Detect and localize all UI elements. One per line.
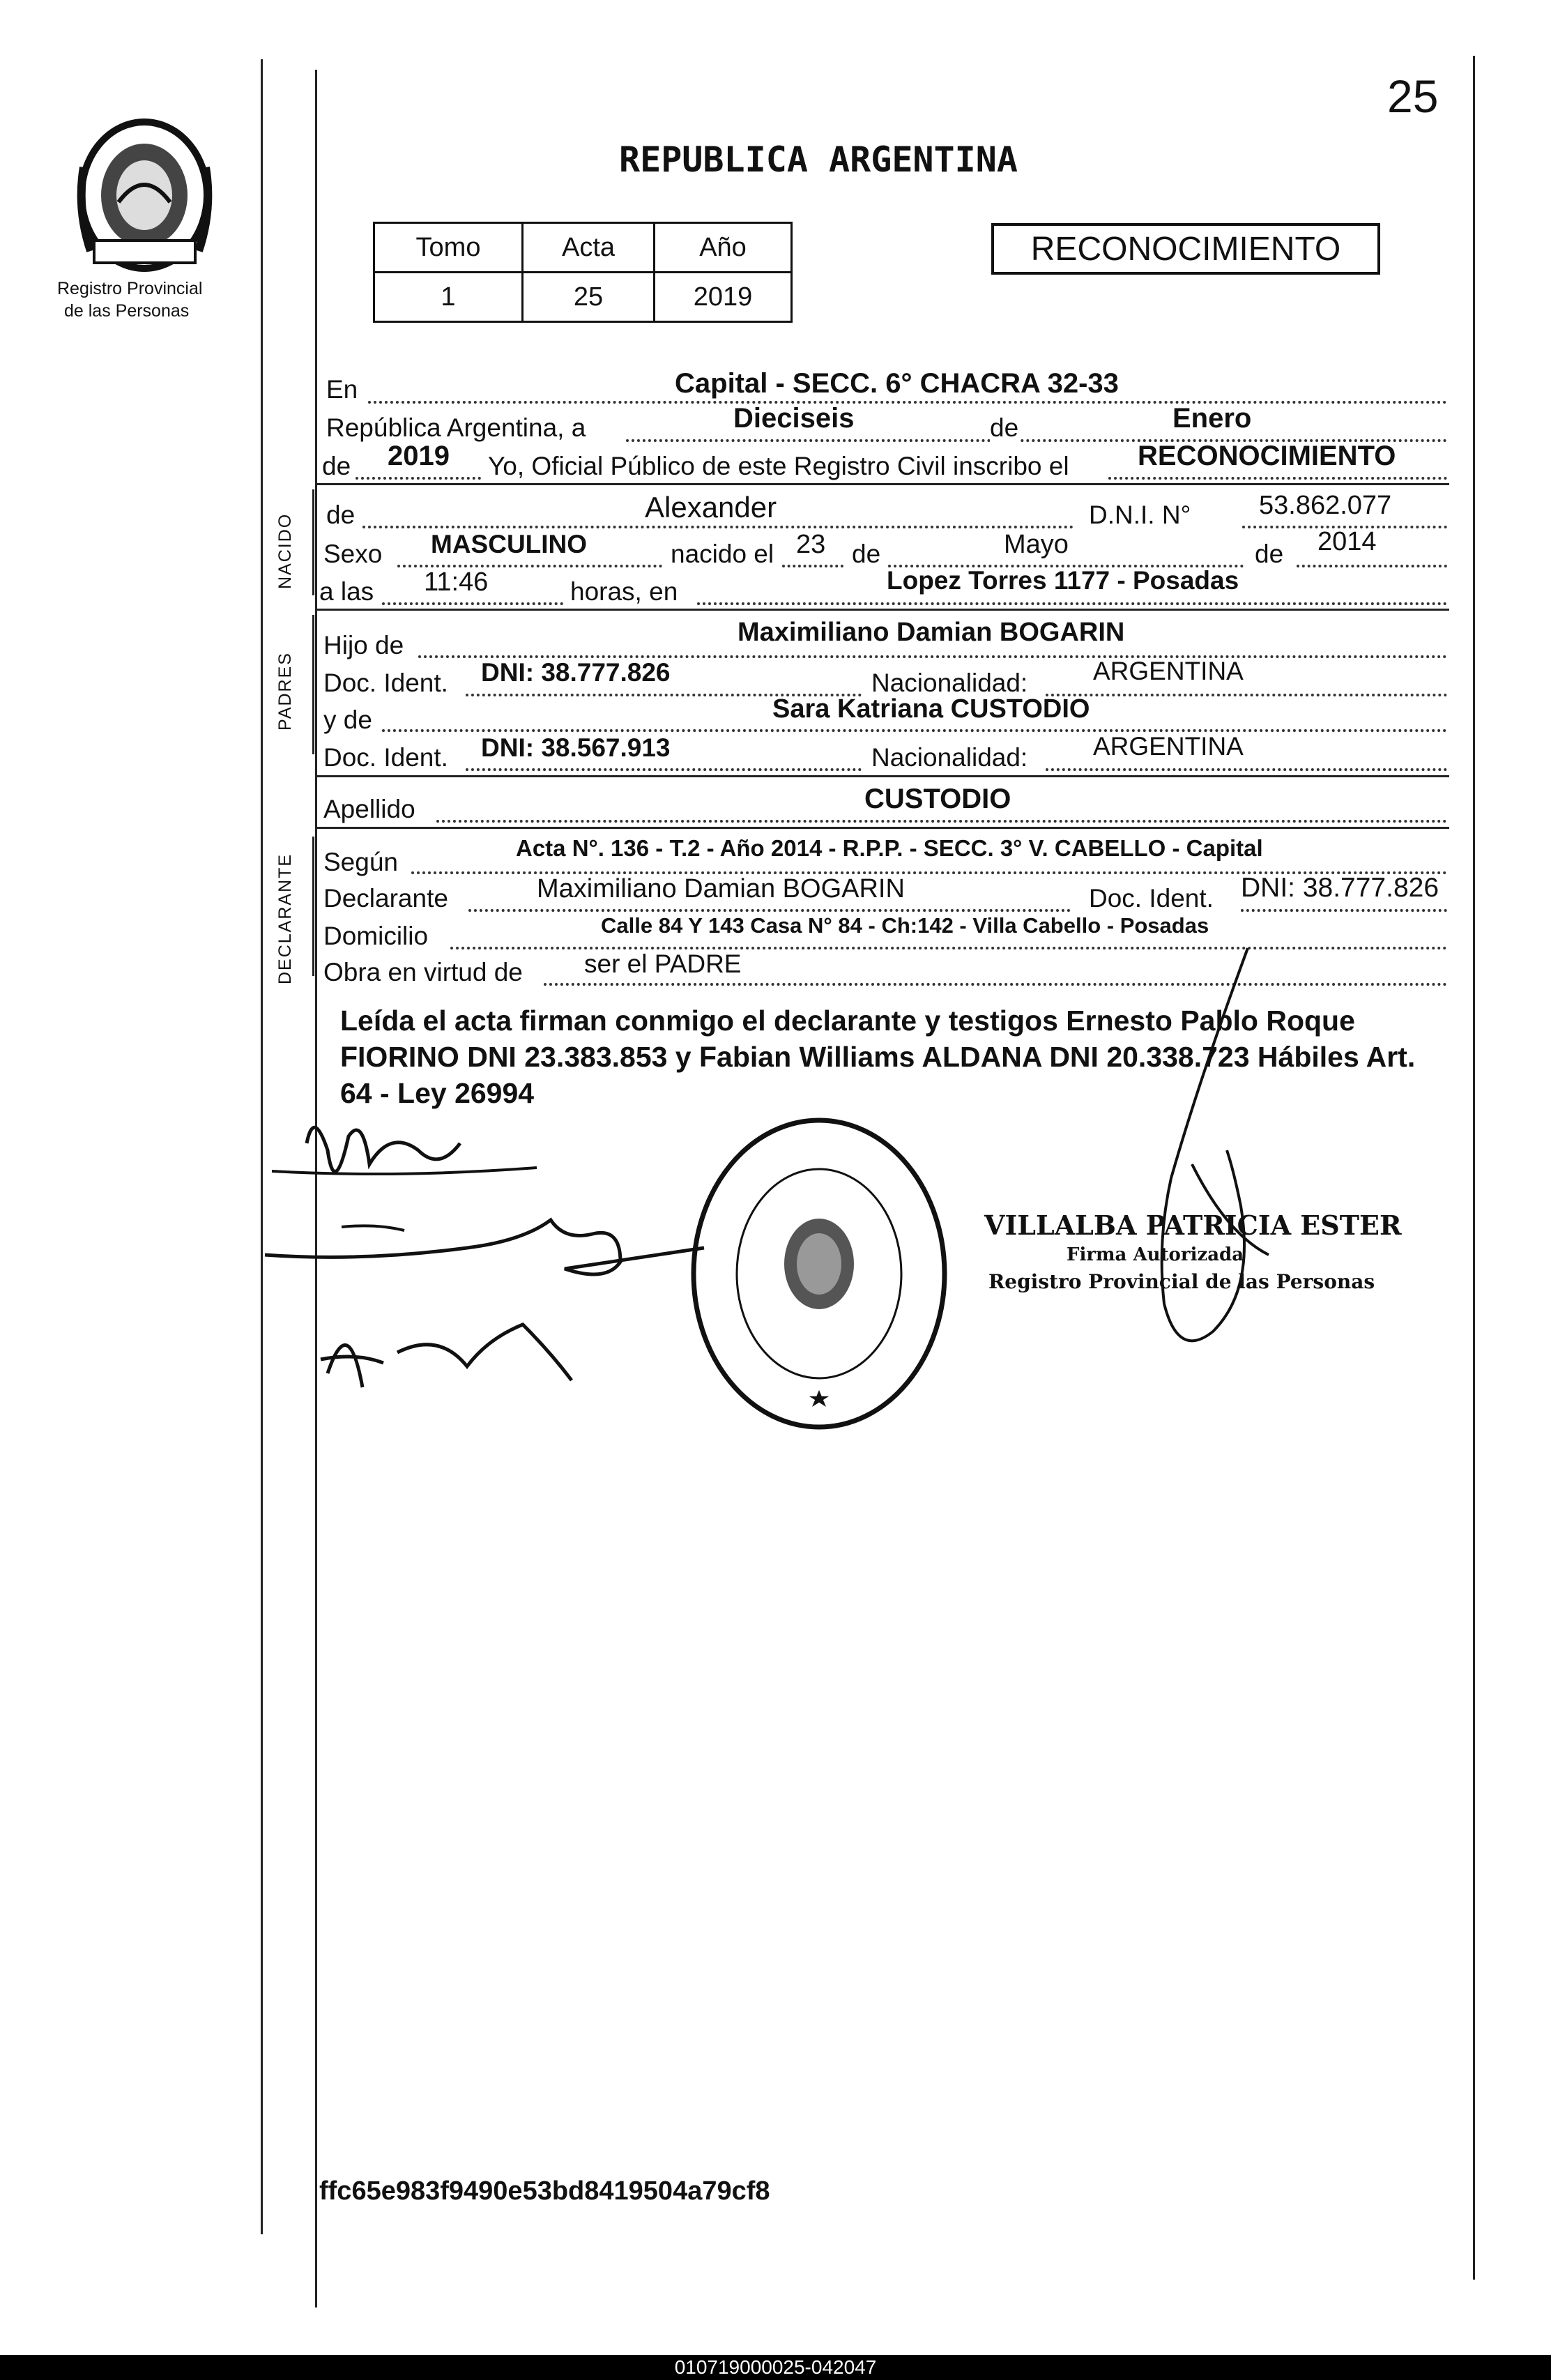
child-name: Alexander — [645, 491, 777, 524]
sexo-value: MASCULINO — [431, 530, 588, 558]
month-value: Enero — [1172, 403, 1252, 434]
day-value: Dieciseis — [733, 403, 855, 434]
de-year-label: de — [322, 452, 351, 480]
hijo-de-label: Hijo de — [323, 631, 404, 659]
footer-bar — [0, 2355, 1551, 2380]
birth-month: Mayo — [1004, 530, 1069, 559]
footer-code: 010719000025-042047 — [674, 2356, 877, 2378]
republica-label: República Argentina, a — [326, 413, 586, 442]
de-label-3: de — [1255, 540, 1284, 568]
registry-seal-icon — [687, 1114, 952, 1433]
official-office: Registro Provincial de las Personas — [988, 1270, 1375, 1293]
table-header-acta: Acta — [523, 223, 655, 273]
de-label: de — [990, 413, 1019, 442]
act-type-label: RECONOCIMIENTO — [1030, 231, 1341, 268]
father-nationality: ARGENTINA — [1093, 657, 1244, 685]
place-value: Capital - SECC. 6° CHACRA 32-33 — [675, 368, 1119, 399]
official-name: VILLALBA PATRICIA ESTER — [984, 1210, 1402, 1241]
apellido-label: Apellido — [323, 795, 415, 823]
official-signature — [1087, 941, 1297, 1359]
mother-doc: DNI: 38.567.913 — [481, 733, 671, 762]
de-label-2: de — [852, 540, 881, 568]
logo-caption-1: Registro Provincial — [57, 279, 203, 298]
child-dni: 53.862.077 — [1259, 491, 1392, 520]
mother-name: Sara Katriana CUSTODIO — [772, 694, 1090, 724]
nacido-de-label: de — [326, 501, 356, 529]
official-role: Firma Autorizada — [1067, 1244, 1244, 1265]
official-seal — [687, 1114, 952, 1433]
inscribo-value: RECONOCIMIENTO — [1138, 441, 1396, 471]
coat-of-arms-icon — [70, 112, 220, 279]
en-label: En — [326, 375, 358, 404]
table-header-tomo: Tomo — [374, 223, 523, 273]
nacido-el-label: nacido el — [671, 540, 774, 568]
page-title: REPUBLICA ARGENTINA — [619, 139, 1018, 180]
horas-label: horas, en — [570, 577, 678, 606]
domicilio-value: Calle 84 Y 143 Casa N° 84 - Ch:142 - Villa Cabello - Posadas — [601, 913, 1209, 938]
register-table — [373, 222, 793, 323]
signatures-left — [258, 1101, 760, 1464]
closing-paragraph: Leída el acta firman conmigo el declarante y testigos Ernesto Pablo Roque FIORINO DNI 23.383.853 y Fabian Williams ALDANA DNI 20.338.723 Hábiles Art. 64 - Ley 26994 — [340, 1005, 1416, 1109]
declarante-doc: DNI: 38.777.826 — [1241, 873, 1439, 903]
declarante-value: Maximiliano Damian BOGARIN — [537, 874, 905, 903]
logo-caption-2: de las Personas — [64, 301, 190, 321]
mother-doc-label: Doc. Ident. — [323, 743, 448, 772]
father-doc: DNI: 38.777.826 — [481, 658, 671, 687]
nacido-side-label: NACIDO — [275, 512, 295, 589]
province-logo — [70, 112, 220, 279]
inscribo-label: Yo, Oficial Público de este Registro Civil inscribo el — [488, 452, 1069, 480]
right-margin-line — [1473, 56, 1475, 2280]
father-name: Maximiliano Damian BOGARIN — [738, 618, 1125, 647]
mother-nac-label: Nacionalidad: — [871, 743, 1028, 772]
birth-year: 2014 — [1317, 527, 1377, 556]
birth-day: 23 — [796, 530, 826, 559]
table-value-tomo: 1 — [374, 273, 523, 322]
act-type-box — [991, 223, 1380, 275]
document-hash: ffc65e983f9490e53bd8419504a79cf8 — [319, 2176, 770, 2206]
mother-nationality: ARGENTINA — [1093, 732, 1244, 761]
obra-value: ser el PADRE — [584, 949, 742, 978]
declarante-label: Declarante — [323, 884, 448, 913]
apellido-value: CUSTODIO — [864, 784, 1011, 814]
father-doc-label: Doc. Ident. — [323, 669, 448, 697]
domicilio-label: Domicilio — [323, 922, 429, 950]
obra-label: Obra en virtud de — [323, 958, 523, 986]
table-value-acta: 25 — [523, 273, 655, 322]
a-las-label: a las — [319, 577, 374, 606]
table-header-ano: Año — [655, 223, 792, 273]
padres-side-label: PADRES — [275, 652, 295, 731]
year-value: 2019 — [388, 441, 450, 471]
dni-label: D.N.I. N° — [1089, 501, 1191, 529]
segun-label: Según — [323, 848, 398, 876]
father-nac-label: Nacionalidad: — [871, 669, 1028, 697]
declarante-doc-label: Doc. Ident. — [1089, 884, 1214, 913]
table-value-ano: 2019 — [655, 273, 792, 322]
sexo-label: Sexo — [323, 540, 383, 568]
segun-value: Acta N°. 136 - T.2 - Año 2014 - R.P.P. - SECC. 3° V. CABELLO - Capital — [516, 835, 1263, 861]
declarante-side-label: DECLARANTE — [275, 853, 295, 984]
birth-time: 11:46 — [424, 567, 489, 597]
birth-place: Lopez Torres 1177 - Posadas — [887, 566, 1239, 595]
page-number: 25 — [1387, 70, 1439, 122]
y-de-label: y de — [323, 705, 372, 734]
